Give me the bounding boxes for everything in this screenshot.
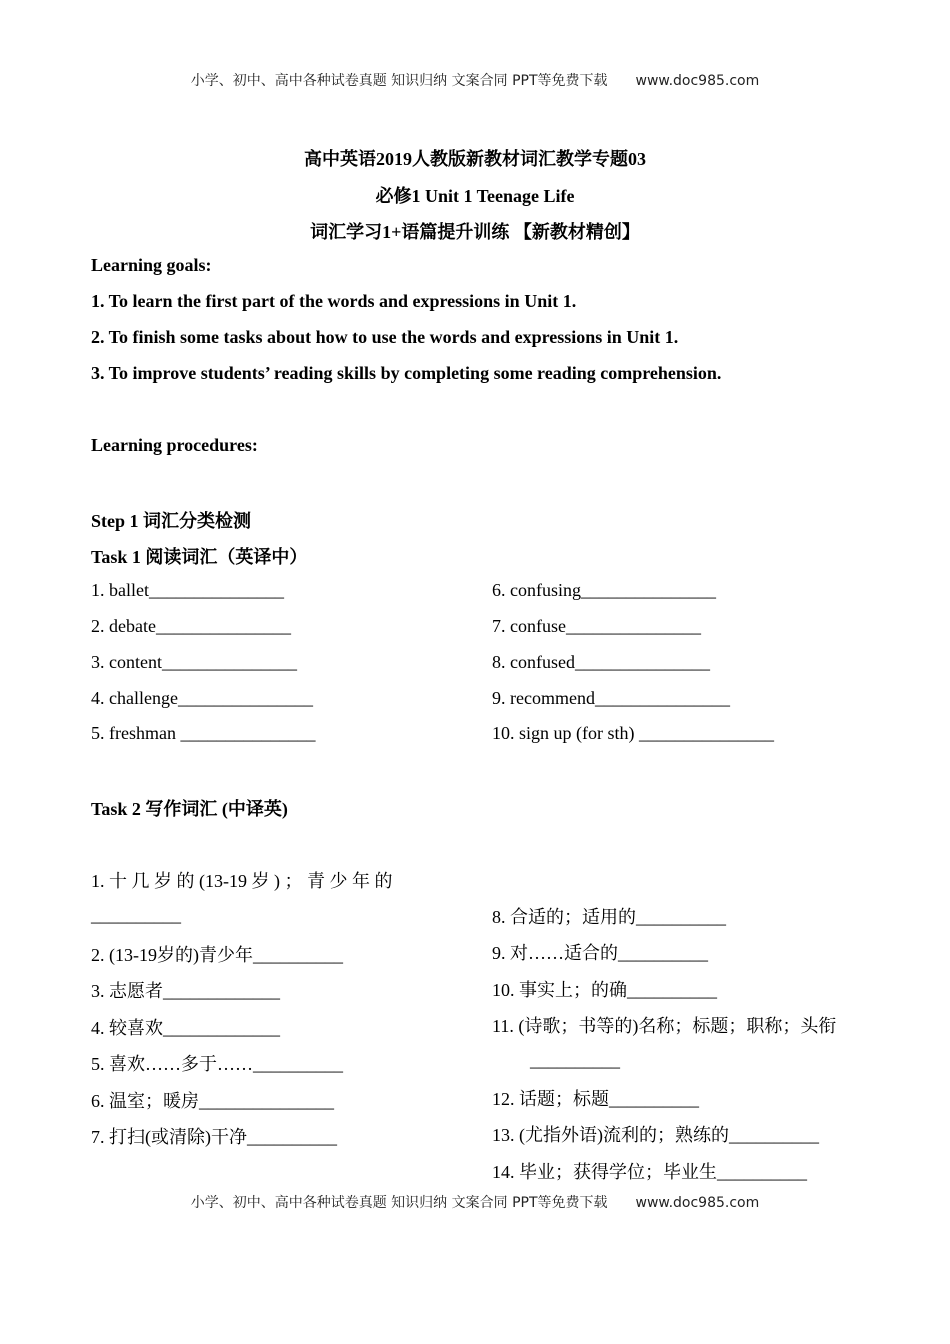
task1-item: 7. confuse_______________ <box>492 616 701 636</box>
header-text: 小学、初中、高中各种试卷真题 知识归纳 文案合同 PPT等免费下载 <box>190 73 608 89</box>
task2-item-blank: __________ <box>530 1050 620 1070</box>
procedures-heading: Learning procedures: <box>91 435 258 455</box>
step1-heading: Step 1 词汇分类检测 <box>91 511 252 531</box>
task2-item: 13. (尤指外语)流利的；熟练的__________ <box>492 1125 819 1145</box>
task1-item: 3. content_______________ <box>91 652 297 672</box>
task1-item: 10. sign up (for sth) _______________ <box>492 723 774 743</box>
goal-item-1: 1. To learn the first part of the words and expressions in Unit 1. <box>91 291 577 311</box>
task2-item: 5. 喜欢……多于……__________ <box>91 1054 343 1074</box>
task2-item: 4. 较喜欢_____________ <box>91 1018 280 1038</box>
doc-subtitle-2: 词汇学习1+语篇提升训练 【新教材精创】 <box>310 222 640 242</box>
task2-item: 12. 话题；标题__________ <box>492 1089 699 1109</box>
task2-item: 1. 十 几 岁 的 (13-19 岁 ) ； 青 少 年 的 <box>91 871 393 891</box>
task2-item: 9. 对……适合的__________ <box>492 943 708 963</box>
page-header <box>0 70 950 90</box>
task1-item: 8. confused_______________ <box>492 652 710 672</box>
task1-item: 1. ballet_______________ <box>91 580 284 600</box>
goals-heading: Learning goals: <box>91 255 212 275</box>
task2-item: 10. 事实上；的确__________ <box>492 980 717 1000</box>
task1-item: 2. debate_______________ <box>91 616 291 636</box>
task2-item-blank: __________ <box>91 905 181 925</box>
footer-site[interactable]: www.doc985.com <box>635 1195 760 1211</box>
task2-item: 8. 合适的；适用的__________ <box>492 907 726 927</box>
task2-item: 3. 志愿者_____________ <box>91 981 280 1001</box>
task2-item: 6. 温室；暖房_______________ <box>91 1091 334 1111</box>
task2-item: 14. 毕业；获得学位；毕业生__________ <box>492 1162 807 1182</box>
task1-heading: Task 1 阅读词汇（英译中） <box>91 547 308 567</box>
task2-item: 7. 打扫(或清除)干净__________ <box>91 1127 337 1147</box>
task1-item: 6. confusing_______________ <box>492 580 716 600</box>
task2-heading: Task 2 写作词汇 (中译英) <box>91 799 288 819</box>
footer-text: 小学、初中、高中各种试卷真题 知识归纳 文案合同 PPT等免费下载 <box>190 1195 608 1211</box>
doc-title: 高中英语2019人教版新教材词汇教学专题03 <box>304 149 646 169</box>
goal-item-3: 3. To improve students’ reading skills by completing some reading comprehension. <box>91 363 722 383</box>
task2-item: 11. (诗歌；书等的)名称；标题；职称；头衔 <box>492 1016 837 1036</box>
page-footer <box>0 1192 950 1212</box>
doc-subtitle: 必修1 Unit 1 Teenage Life <box>375 186 575 206</box>
task1-item: 9. recommend_______________ <box>492 688 730 708</box>
task1-item: 4. challenge_______________ <box>91 688 313 708</box>
header-site[interactable]: www.doc985.com <box>635 73 760 89</box>
task2-item: 2. (13-19岁的)青少年__________ <box>91 945 343 965</box>
task1-item: 5. freshman _______________ <box>91 723 316 743</box>
goal-item-2: 2. To finish some tasks about how to use the words and expressions in Unit 1. <box>91 327 679 347</box>
